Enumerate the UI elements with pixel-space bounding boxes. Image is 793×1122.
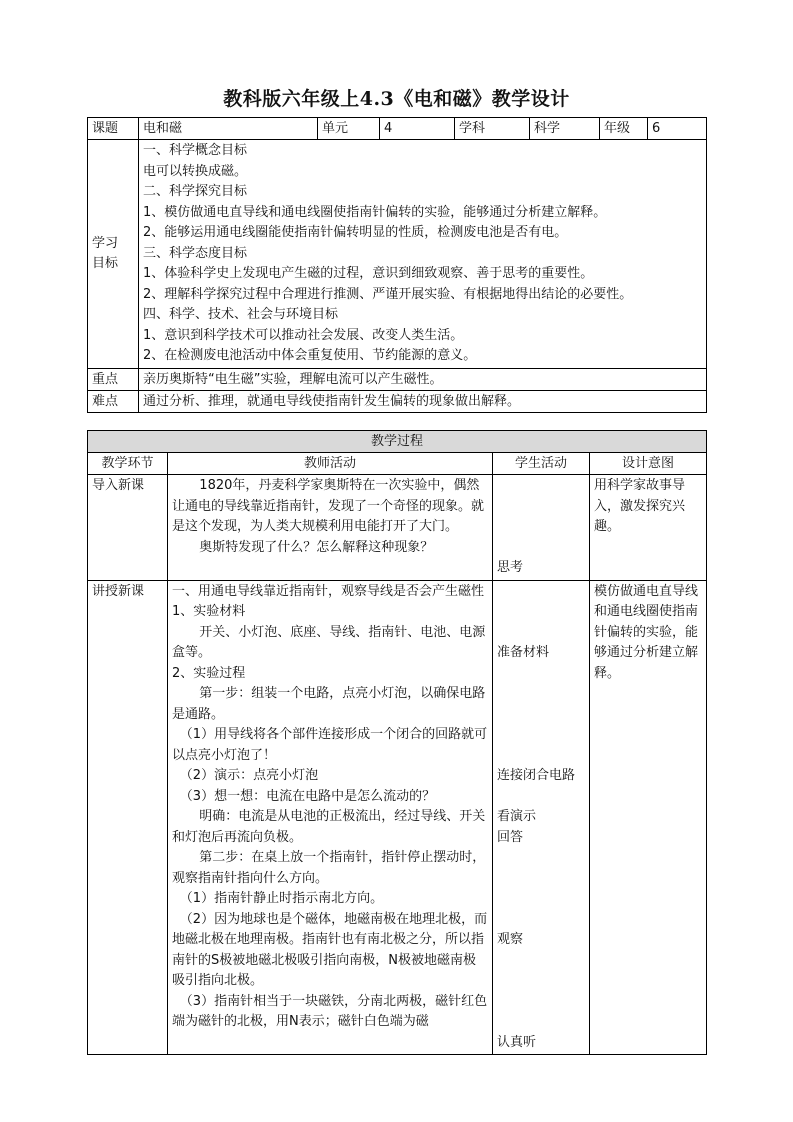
objective-line: 2、能够运用通电线圈能使指南针偏转明显的性质，检测废电池是否有电。 <box>143 225 568 240</box>
objectives-content <box>139 140 707 369</box>
grade-label: 年级 <box>600 118 648 140</box>
difficulty-value: 通过分析、推理，就通电导线使指南针发生偏转的现象做出解释。 <box>139 391 707 413</box>
student-activity: 观察 <box>497 932 524 947</box>
objective-line: 1、体验科学史上发现电产生磁的过程，意识到细致观察、善于思考的重要性。 <box>143 266 594 281</box>
teacher-step: 第二步：在桌上放一个指南针，指针停止摆动时，观察指南针指向什么方向。 <box>172 850 486 886</box>
objectives-label-line2: 目标 <box>92 256 119 271</box>
teacher-step: （1）用导线将各个部件连接形成一个闭合的回路就可以点亮小灯泡了！ <box>172 727 488 763</box>
key-point-label: 重点 <box>88 369 139 391</box>
subject-label: 学科 <box>455 118 530 140</box>
teacher-step: （3）想一想：电流在电路中是怎么流动的？ <box>179 788 436 804</box>
intro-teacher-question: 奥斯特发现了什么？怎么解释这种现象？ <box>199 539 434 555</box>
objective-line: 2、理解科学探究过程中合理进行推测、严谨开展实验、有根据地得出结论的必要性。 <box>143 286 633 302</box>
objective-line: 电可以转换成磁。 <box>143 163 248 179</box>
difficulty-label: 难点 <box>88 391 139 413</box>
lesson-row <box>88 580 707 1055</box>
objective-line: 三、科学态度目标 <box>143 245 248 261</box>
lesson-info-table <box>87 117 707 413</box>
teacher-step: 明确：电流是从电池的正极流出，经过导线、开关和灯泡后再流向负极。 <box>172 809 486 845</box>
teacher-step: （1）指南针静止时指示南北方向。 <box>179 891 384 906</box>
student-activity: 认真听 <box>497 1034 537 1050</box>
objective-line: 四、科学、技术、社会与环境目标 <box>143 307 339 322</box>
topic-value: 电和磁 <box>139 118 318 140</box>
teacher-step: （2）演示：点亮小灯泡 <box>179 768 319 783</box>
objectives-label <box>88 140 139 369</box>
column-header-stage: 教学环节 <box>88 453 168 475</box>
intro-teacher-paragraph: 1820年，丹麦科学家奥斯特在一次实验中，偶然让通电的导线靠近指南针，发现了一个奇怪的现象。就是这个发现，为人类大规模利用电能打开了大门。 <box>172 478 485 534</box>
lesson-teacher <box>168 580 493 1055</box>
process-header-row <box>88 431 707 453</box>
column-header-teacher: 教师活动 <box>168 453 493 475</box>
teacher-step: 2、实验过程 <box>172 665 246 681</box>
process-columns-row <box>88 453 707 475</box>
key-point-row <box>88 369 707 391</box>
student-activity: 连接闭合电路 <box>497 768 576 783</box>
page-title: 教科版六年级上4.3《电和磁》教学设计 <box>223 88 570 110</box>
teacher-step: 一、用通电导线靠近指南针，观察导线是否会产生磁性 <box>172 583 485 599</box>
unit-value: 4 <box>380 118 455 140</box>
student-activity: 回答 <box>497 829 524 845</box>
objective-line: 一、科学概念目标 <box>143 143 248 158</box>
student-activity: 看演示 <box>497 809 537 824</box>
objectives-row <box>88 140 707 369</box>
process-header: 教学过程 <box>88 431 707 453</box>
teacher-step: （2）因为地球也是个磁体，地磁南极在地理北极，而地磁北极在地理南极。指南针也有南北极之分，所以指南针的S极被地磁北极吸引指向南极，N极被地磁南极吸引指向北极。 <box>172 911 488 988</box>
lesson-stage: 讲授新课 <box>88 580 168 1055</box>
intro-row <box>88 475 707 581</box>
teacher-step: 1、实验材料 <box>172 604 246 619</box>
column-header-student: 学生活动 <box>493 453 590 475</box>
lesson-student <box>493 580 590 1055</box>
objective-line: 1、模仿做通电直导线和通电线圈使指南针偏转的实验，能够通过分析建立解释。 <box>143 204 607 220</box>
intro-teacher <box>168 475 493 581</box>
intro-student-activity: 思考 <box>497 560 524 575</box>
intro-intent: 用科学家故事导入，激发探究兴趣。 <box>590 475 707 581</box>
subject-value: 科学 <box>530 118 600 140</box>
teaching-process-table <box>87 430 707 1055</box>
topic-label: 课题 <box>88 118 139 140</box>
column-header-intent: 设计意图 <box>590 453 707 475</box>
objective-line: 2、在检测废电池活动中体会重复使用、节约能源的意义。 <box>143 348 477 363</box>
objective-line: 1、意识到科学技术可以推动社会发展、改变人类生活。 <box>143 327 464 343</box>
info-row <box>88 118 707 140</box>
objectives-label-line1: 学习 <box>92 235 119 251</box>
objective-line: 二、科学探究目标 <box>143 184 248 199</box>
student-activity: 准备材料 <box>497 645 550 660</box>
intro-student <box>493 475 590 581</box>
grade-value: 6 <box>648 118 707 140</box>
teacher-step: （3）指南针相当于一块磁铁，分南北两极，磁针红色端为磁针的北极，用N表示；磁针白色端为磁 <box>172 993 488 1029</box>
teacher-step: 开关、小灯泡、底座、导线、指南针、电池、电源盒等。 <box>172 624 486 660</box>
difficulty-row <box>88 391 707 413</box>
teacher-step: 第一步：组装一个电路，点亮小灯泡，以确保电路是通路。 <box>172 686 486 722</box>
key-point-value: 亲历奥斯特“电生磁”实验，理解电流可以产生磁性。 <box>139 369 707 391</box>
lesson-intent: 模仿做通电直导线和通电线圈使指南针偏转的实验，能够通过分析建立解释。 <box>590 580 707 1055</box>
intro-stage: 导入新课 <box>88 475 168 581</box>
unit-label: 单元 <box>318 118 380 140</box>
